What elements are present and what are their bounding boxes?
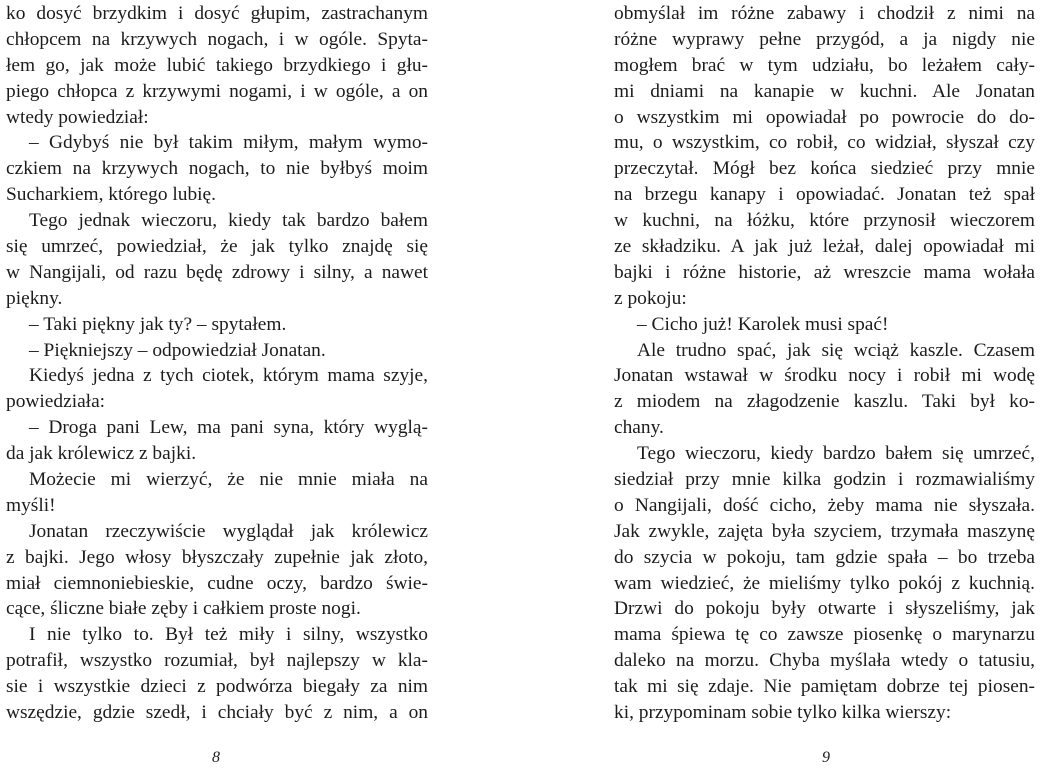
right-page: [614, 0, 1035, 726]
text-line: wszędzie, gdzie szedł, i chciały być z nim, a on: [6, 702, 428, 724]
text-line: przeczytał. Mógł bez końca siedzieć przy mnie: [614, 158, 1035, 180]
text-line: ki, przypominam sobie tylko kilka wierszy:: [614, 702, 952, 724]
text-line: Sucharkiem, którego lubię.: [6, 184, 217, 206]
text-line: myśli!: [6, 494, 56, 516]
text-line: się umrzeć, powiedział, że jak tylko znajdę się: [6, 236, 428, 258]
text-line: siedział przy mnie kilka godzin i rozmawialiśmy: [614, 469, 1035, 491]
text-line: miał ciemnoniebieskie, cudne oczy, bardzo świe-: [6, 572, 428, 594]
text-line: potrafił, wszystko rozumiał, był najlepszy w kla-: [6, 650, 428, 672]
text-line: – Piękniejszy – odpowiedział Jonatan.: [29, 339, 326, 361]
text-line: ko dosyć brzydkim i dosyć głupim, zastrachanym: [6, 3, 428, 24]
page-number-right: 9: [822, 749, 830, 766]
text-line: Jak zwykle, zajęta była szyciem, trzymała maszynę: [614, 520, 1035, 542]
left-page: [6, 0, 428, 726]
text-line: Tego jednak wieczoru, kiedy tak bardzo bałem: [29, 210, 428, 232]
text-line: ze składziku. A jak już leżał, dalej opowiadał mi: [614, 236, 1035, 258]
text-line: wam wiedzieć, że mieliśmy tylko pokój z kuchnią.: [614, 572, 1035, 594]
text-line: z pokoju:: [614, 287, 687, 309]
text-line: z miodem na złagodzenie kaszlu. Taki był ko-: [614, 391, 1035, 413]
text-line: mama śpiewa tę co zawsze piosenkę o marynarzu: [614, 624, 1035, 646]
text-line: łem go, jak może lubić takiego brzydkiego i głu-: [6, 54, 428, 76]
text-line: Drzwi do pokoju były otwarte i słyszeliśmy, jak: [614, 598, 1035, 620]
text-line: – Taki piękny jak ty? – spytałem.: [29, 313, 287, 335]
text-line: z bajki. Jego włosy błyszczały zupełnie jak złoto,: [6, 546, 428, 568]
text-line: czkiem na krzywych nogach, to nie byłbyś moim: [6, 158, 428, 180]
text-line: cące, śliczne białe zęby i całkiem proste nogi.: [6, 598, 361, 620]
text-line: mi dniami na kanapie w kuchni. Ale Jonatan: [614, 80, 1035, 102]
text-line: bajki i różne historie, aż wreszcie mama wołała: [614, 261, 1035, 283]
text-line: piego chłopca z krzywymi nogami, i w ogóle, a on: [6, 80, 428, 102]
text-line: daleko na morzu. Chyba myślała wtedy o tatusiu,: [614, 650, 1035, 672]
text-line: mu, o wszystkim, co robił, co widział, słyszał czy: [614, 132, 1035, 154]
text-line: na brzegu kanapy i opowiadać. Jonatan też spał: [614, 184, 1035, 206]
text-line: o wszystkim mi opowiadał po powrocie do do-: [614, 106, 1035, 128]
text-line: mogłem brać w tym udziału, bo leżałem cały-: [614, 54, 1035, 76]
page-number-left: 8: [212, 749, 220, 766]
text-line: – Droga pani Lew, ma pani syna, który wyglą-: [29, 417, 428, 439]
text-line: powiedziała:: [6, 391, 106, 413]
text-line: – Gdybyś nie był takim miłym, małym wymo-: [29, 132, 428, 154]
text-line: tak mi się zdaje. Nie pamiętam dobrze tej piosen-: [614, 676, 1035, 698]
text-line: sie i wszystkie dzieci z podwórza biegały za nim: [6, 676, 428, 698]
text-line: Jonatan wstawał w środku nocy i robił mi wodę: [614, 365, 1035, 387]
text-line: chany.: [614, 417, 664, 439]
text-line: obmyślał im różne zabawy i chodził z nimi na: [614, 3, 1035, 24]
text-line: Jonatan rzeczywiście wyglądał jak królewicz: [29, 520, 428, 542]
left-page-text: [6, 0, 428, 726]
text-line: da jak królewicz z bajki.: [6, 443, 197, 465]
text-line: w kuchni, na łóżku, które przynosił wieczorem: [614, 210, 1035, 232]
text-line: różne wyprawy pełne przygód, a ja nigdy nie: [614, 28, 1035, 50]
text-line: Kiedyś jedna z tych ciotek, którym mama szyje,: [29, 365, 428, 387]
text-line: I nie tylko to. Był też miły i silny, wszystko: [29, 624, 428, 646]
text-line: o Nangijali, dość cicho, żeby mama nie słyszała.: [614, 494, 1035, 516]
text-line: w Nangijali, od razu będę zdrowy i silny, a nawet: [6, 261, 428, 283]
text-line: chłopcem na krzywych nogach, i w ogóle. Spyta-: [6, 28, 428, 50]
text-line: wtedy powiedział:: [6, 106, 149, 128]
text-line: Ale trudno spać, jak się wciąż kaszle. Czasem: [637, 339, 1035, 361]
text-line: – Cicho już! Karolek musi spać!: [637, 313, 889, 335]
text-line: Możecie mi wierzyć, że nie mnie miała na: [29, 469, 428, 491]
text-line: do szycia w pokoju, tam gdzie spała – bo trzeba: [614, 546, 1035, 568]
text-line: Tego wieczoru, kiedy bardzo bałem się umrzeć,: [637, 443, 1035, 465]
right-page-text: [614, 0, 1035, 726]
text-line: piękny.: [6, 287, 63, 309]
